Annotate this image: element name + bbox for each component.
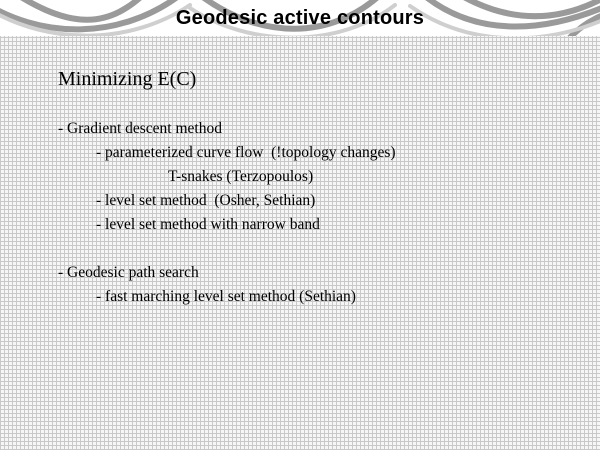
bullet-gradient-descent: - Gradient descent method: [58, 120, 222, 137]
bullet-t-snakes: T-snakes (Terzopoulos): [168, 168, 314, 185]
bullet-level-set-method: - level set method (Osher, Sethian): [96, 192, 316, 209]
bullet-level-set-narrow-band: - level set method with narrow band: [96, 216, 320, 233]
slide-body: [58, 68, 396, 309]
bullet-geodesic-path-search: - Geodesic path search: [58, 264, 199, 281]
bullet-fast-marching: - fast marching level set method (Sethian): [96, 288, 356, 305]
title-bar: [0, 0, 600, 36]
slide-title: Geodesic active contours: [175, 7, 425, 29]
spacer: [58, 237, 396, 261]
bullet-parameterized-curve-flow: - parameterized curve flow (!topology changes): [96, 144, 396, 161]
slide-heading: Minimizing E(C): [58, 68, 197, 90]
